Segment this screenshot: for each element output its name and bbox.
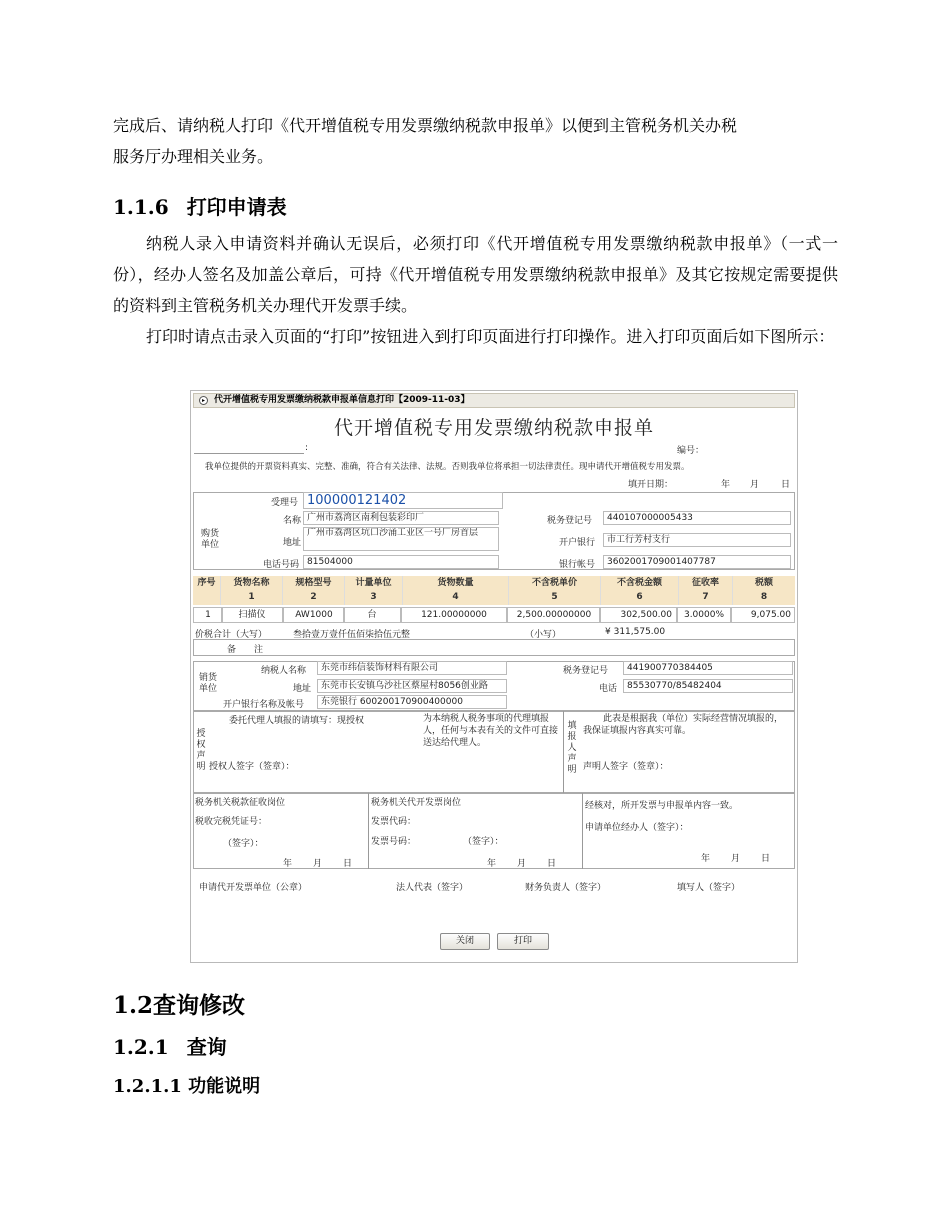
buyer-tax-reg-label: 税务登记号 [547,516,593,526]
col-number: 1 [248,592,255,602]
filler-text: 此表是根据我（单位）实际经营情况填报的，我保证填报内容真实可靠。 [583,714,784,736]
col-header [601,576,679,605]
col-header [283,576,345,605]
collect-sign: （签字）： [223,839,264,849]
invoice-code: 发票代码： [371,817,417,827]
filler-label: 填报人声明 [567,721,577,775]
print-page-screenshot [190,390,798,963]
auth-label: 授权声明 [196,729,206,772]
seller-name: 东莞市纬信装饰材料有限公司 [317,661,507,675]
divider [563,711,564,793]
arrow-icon: ▸ [199,396,208,405]
col-header [679,576,733,605]
col-header [509,576,601,605]
collect-month: 月 [313,859,323,869]
total-words: 叁拾壹万壹仟伍佰柒拾伍元整 [293,630,411,640]
divider [368,793,369,869]
seller-name-label: 纳税人名称 [261,666,307,676]
col-title: 不含税金额 [616,578,662,588]
cell-quantity: 121.00000000 [401,607,507,623]
number-label: 编号： [677,446,705,456]
auth-sign: 授权人签字（签章）： [209,762,295,772]
col-title: 不含税单价 [531,578,577,588]
buyer-name: 广州市荔湾区南利包装彩印厂 [303,511,499,525]
applicant-day: 日 [761,854,771,864]
day-label: 日 [781,480,791,490]
col-header [733,576,795,605]
seller-bank: 东莞银行 600200170900400000 [317,695,507,709]
buyer-phone-label: 电话号码 [263,560,300,570]
col-number: 6 [636,592,643,602]
filler-sign: 声明人签字（签章）： [583,762,669,772]
seller-group-label: 销货单位 [198,673,217,694]
tax-cert: 税收完税凭证号： [195,817,268,827]
cell-rate: 3.0000% [677,607,731,623]
section-title: 打印申请表 [186,195,287,219]
col-number: 2 [310,592,317,602]
invoice-no: 发票号码： [371,837,417,847]
seller-phone: 85530770/85482404 [623,679,793,693]
col-title: 货物名称 [233,578,270,588]
remark-row [193,639,795,656]
month-label: 月 [750,480,760,490]
section-heading-1-2-1-1: 1.2.1.1 功能说明 [113,1076,261,1097]
intro-line-2: 服务厅办理相关业务。 [113,147,274,166]
col-title: 征收率 [691,578,719,588]
col-header [345,576,403,605]
accept-no-label: 受理号 [271,498,299,508]
auth-text-1: 委托代理人填报的请填写：现授权 [229,716,365,726]
col-number: 8 [760,592,768,602]
col-header [221,576,283,605]
seller-phone-label: 电话 [599,684,618,694]
collect-post: 税务机关税款征收岗位 [195,798,286,808]
collect-year: 年 [283,859,293,869]
divider [582,793,583,869]
total-number: ¥ 311,575.00 [605,627,666,637]
declaration: 我单位提供的开票资料真实、完整、准确，符合有关法律、法规。否则我单位将承担一切法律责任。现申请代开增值税专用发票。 [205,462,690,472]
intro-line-1: 完成后、请纳税人打印《代开增值税专用发票缴纳税款申报单》以便到主管税务机关办税 [113,116,738,135]
buyer-bank: 市工行芳村支行 [603,533,791,547]
buyer-account: 3602001709001407787 [603,555,791,569]
buyer-phone: 81504000 [303,555,499,569]
buyer-address: 广州市荔湾区坑口沙涌工业区一号厂房首层 [303,527,499,551]
seller-address-label: 地址 [293,684,312,694]
buyer-name-label: 名称 [283,516,302,526]
issue-month: 月 [517,859,527,869]
section-heading-1-2: 1.2查询修改 [113,992,246,1019]
small-label: （小写） [525,630,562,640]
buyer-account-label: 银行帐号 [559,560,596,570]
col-title: 货物数量 [437,578,474,588]
issue-day: 日 [547,859,557,869]
total-label: 价税合计（大写） [195,630,268,640]
cell-index: 1 [193,607,223,623]
buyer-bank-label: 开户银行 [559,538,596,548]
section-number: 1.1.6 [113,195,169,219]
section-title: 查询 [186,1035,227,1059]
issue-year: 年 [487,859,497,869]
year-label: 年 [721,480,731,490]
col-number: 7 [702,592,709,602]
section-heading-1-1-6 [113,191,287,220]
col-title: 计量单位 [355,578,392,588]
footer-legal: 法人代表（签字） [396,883,469,893]
underline [194,453,304,454]
issue-sign: （签字）： [463,837,504,847]
col-number [193,590,220,604]
print-button-paragraph: 打印时请点击录入页面的“打印”按钮进入到打印页面进行打印操作。进入打印页面后如下图所示： [146,327,835,346]
form-title: 代开增值税专用发票缴纳税款申报单 [333,417,654,439]
close-button[interactable]: 关闭 [440,933,490,950]
col-header [403,576,509,605]
applicant-month: 月 [731,854,741,864]
cell-spec: AW1000 [283,607,345,623]
goods-table-header [193,576,795,605]
col-number: 5 [551,592,558,602]
buyer-tax-reg: 440107000005433 [603,511,791,525]
print-button[interactable]: 打印 [497,933,549,950]
remark-label: 备 注 [227,645,264,655]
print-instructions-paragraph: 纳税人录入申请资料并确认无误后，必须打印《代开增值税专用发票缴纳税款申报单》（一式一份），经办人签名及加盖公章后，可持《代开增值税专用发票缴纳税款申报单》及其它按规定需要提供的资料到主管税务机关办理代开发票手续。 [113,234,838,315]
section-number: 1.2.1 [113,1035,169,1059]
section-heading-1-2-1 [113,1031,227,1060]
cell-amount: 302,500.00 [599,607,677,623]
collect-day: 日 [343,859,353,869]
buyer-address-label: 地址 [283,538,302,548]
window-title: 代开增值税专用发票缴纳税款申报单信息打印【2009-11-03】 [214,395,470,405]
colon: : [305,443,309,453]
seller-tax-reg: 441900770384405 [623,661,793,675]
col-number: 3 [370,592,377,602]
issue-post: 税务机关代开发票岗位 [371,798,462,808]
footer-filler: 填写人（签字） [677,883,741,893]
footer-apply: 申请代开发票单位（公章） [199,883,308,893]
footer-finance: 财务负责人（签字） [525,883,607,893]
seller-address: 东莞市长安镇乌沙社区蔡屋村8056创业路 [317,679,507,693]
auth-text-2: 为本纳税人税务事项的代理填报人，任何与本表有关的文件可直接送达给代理人。 [423,714,559,748]
window-titlebar [193,393,795,408]
buyer-group-label: 购货单位 [200,529,219,550]
intro-paragraph [113,110,838,172]
applicant-year: 年 [701,854,711,864]
col-title: 规格型号 [295,578,332,588]
cell-unit: 台 [343,607,401,623]
applicant-sign: 申请单位经办人（签字）： [585,823,689,833]
fill-date-label: 填开日期： [628,480,674,490]
seller-bank-label: 开户银行名称及帐号 [223,700,305,710]
cell-tax: 9,075.00 [731,607,795,623]
col-header [193,576,221,605]
cell-unit-price: 2,500.00000000 [507,607,601,623]
col-number: 4 [452,592,459,602]
checked-text: 经核对，所开发票与申报单内容一致。 [585,801,739,811]
col-title: 税额 [754,578,773,588]
cell-goods-name: 扫描仪 [221,607,283,623]
accept-no: 100000121402 [303,492,503,509]
col-title: 序号 [197,578,216,588]
seller-tax-reg-label: 税务登记号 [563,666,609,676]
